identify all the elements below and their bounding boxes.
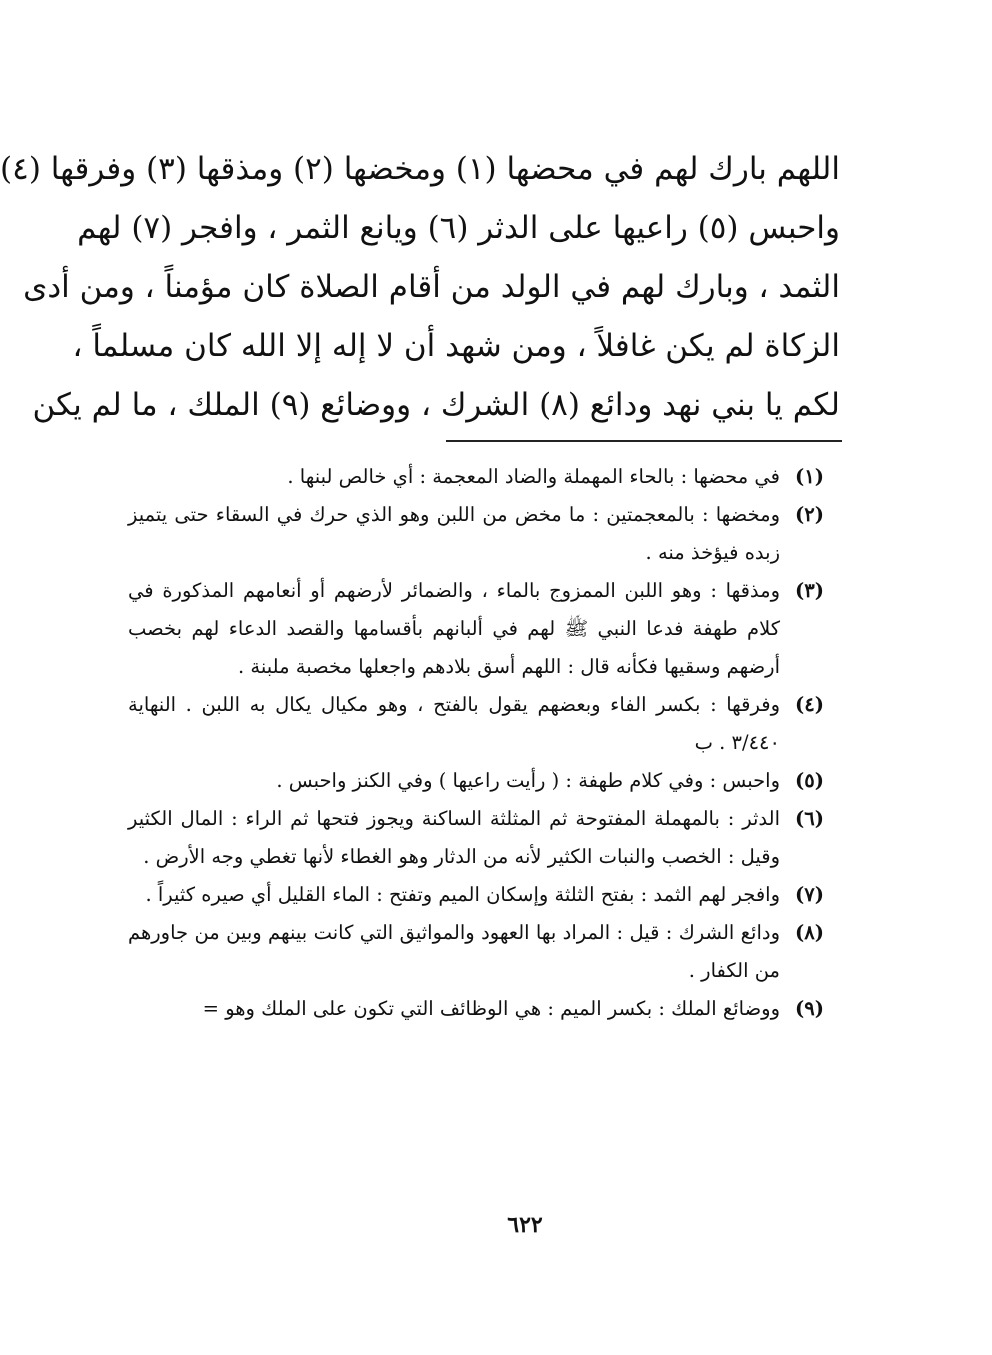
- footnote: [128, 914, 824, 990]
- footnote: [128, 458, 824, 496]
- footnote-number: (٧): [795, 883, 824, 906]
- main-line: لكم يا بني نهد ودائع (٨) الشرك ، ووضائع (٩) الملك ، ما لم يكن: [32, 387, 840, 423]
- footnote-number: (٣): [795, 579, 824, 602]
- footnote-text: ومذقها : وهو اللبن الممزوج بالماء ، والضمائر لأرضهم أو أنعامهم المذكورة في كلام طهفة فدعا النبي ﷺ لهم في ألبانهم بأقسامها والقصد الدعاء لهم بخصب أرضهم وسقيها فكأنه قال : اللهم أسق بلادهم واجعلها مخصبة ملبنة .: [128, 579, 780, 678]
- footnote: [128, 990, 824, 1028]
- footnote-number: (٤): [795, 693, 824, 716]
- footnote-number: (٢): [795, 503, 824, 526]
- footnote: [128, 876, 824, 914]
- main-line: اللهم بارك لهم في محضها (١) ومخضها (٢) ومذقها (٣) وفرقها (٤): [0, 151, 840, 187]
- footnote-number: (٨): [795, 921, 824, 944]
- footnote-text: ودائع الشرك : قيل : المراد بها العهود والمواثيق التي كانت بينهم وبين من جاورهم من الكفار .: [128, 921, 780, 982]
- footnote-number: (٩): [795, 997, 824, 1020]
- footnote: [128, 686, 824, 762]
- footnote-text: ووضائع الملك : بكسر الميم : هي الوظائف التي تكون على الملك وهو =: [202, 997, 780, 1020]
- main-line: واحبس (٥) راعيها على الدثر (٦) ويانع الثمر ، وافجر (٧) لهم: [77, 210, 840, 246]
- footnote-number: (٦): [795, 807, 824, 830]
- footnote: [128, 496, 824, 572]
- footnote-number: (١): [795, 465, 824, 488]
- footnote-text: في محضها : بالحاء المهملة والضاد المعجمة : أي خالص لبنها .: [287, 465, 780, 488]
- main-line: الزكاة لم يكن غافلاً ، ومن شهد أن لا إله إلا الله كان مسلماً ،: [72, 328, 840, 364]
- footnote-text: وافجر لهم الثمد : بفتح الثلثة وإسكان الميم وتفتح : الماء القليل أي صيره كثيراً .: [145, 883, 780, 906]
- footnote: [128, 572, 824, 686]
- footnote: [128, 800, 824, 876]
- footnote-text: ومخضها : بالمعجمتين : ما مخض من اللبن وهو الذي حرك في السقاء حتى يتميز زبده فيؤخذ منه .: [128, 503, 780, 564]
- footnote-text: واحبس : وفي كلام طهفة : ( رأيت راعيها ) وفي الكنز واحبس .: [276, 769, 780, 792]
- footnote-text: الدثر : بالمهملة المفتوحة ثم المثلثة الساكنة ويجوز فتحها ثم الراء : المال الكثير وقيل : الخصب والنبات الكثير لأنه من الدثار وهو الغطاء لأنها تغطي وجه الأرض .: [128, 807, 780, 868]
- footnotes: [128, 458, 824, 1028]
- main-line: الثمد ، وبارك لهم في الولد من أقام الصلاة كان مؤمناً ، ومن أدى: [23, 269, 840, 305]
- footnote-divider: [446, 440, 842, 442]
- footnote-number: (٥): [795, 769, 824, 792]
- main-text: [0, 140, 840, 435]
- footnote: [128, 762, 824, 800]
- footnote-text: وفرقها : بكسر الفاء وبعضهم يقول بالفتح ، وهو مكيال يكال به اللبن . النهاية ٣/٤٤٠ . ب: [128, 693, 780, 754]
- page-number: ٦٢٢: [507, 1212, 543, 1238]
